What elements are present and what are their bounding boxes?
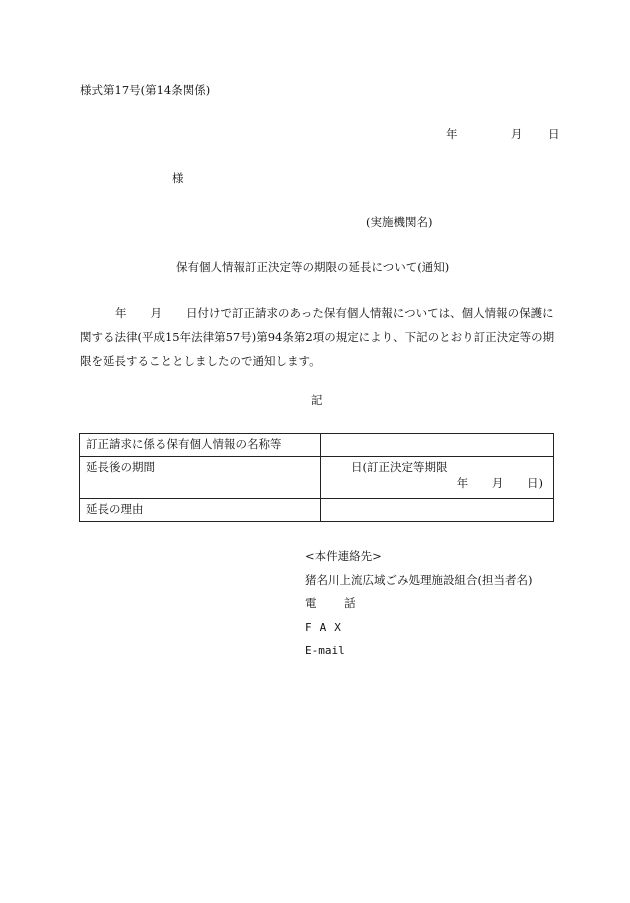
contact-email: E-mail [305, 644, 345, 657]
row-value-period [321, 457, 554, 499]
ki-heading: 記 [311, 393, 323, 407]
body-text: 日付けで訂正請求のあった保有個人情報については、個人情報の保護に関する法律(平成15年法律第57号)第94条第2項の規定により、下記のとおり訂正決定等の期限を延長することとしましたので通知します。 [80, 306, 555, 368]
period-month: 月 [491, 476, 504, 490]
row-label-reason: 延長の理由 [80, 499, 321, 522]
body-year: 年 [115, 306, 127, 320]
row-label-period: 延長後の期間 [80, 457, 321, 499]
contact-block [305, 545, 532, 663]
contact-tel: 電 話 [305, 596, 368, 610]
period-year: 年 [456, 476, 469, 490]
form-number: 様式第17号(第14条関係) [80, 83, 211, 97]
period-day: 日) [527, 476, 543, 490]
addressee-suffix: 様 [172, 171, 184, 185]
table-row [80, 499, 554, 522]
document-title: 保有個人情報訂正決定等の期限の延長について(通知) [176, 260, 450, 274]
agency-name: (実施機関名) [366, 215, 433, 229]
row-value-name [321, 434, 554, 457]
table-row [80, 434, 554, 457]
date-day: 日 [547, 127, 560, 141]
contact-org: 猪名川上流広域ごみ処理施設組合(担当者名) [305, 572, 533, 587]
body-month: 月 [150, 306, 162, 320]
row-label-name: 訂正請求に係る保有個人情報の名称等 [80, 434, 321, 457]
detail-table [79, 433, 554, 522]
table-row [80, 457, 554, 499]
body-paragraph [80, 301, 555, 373]
period-line-1: 日(訂正決定等期限 [351, 460, 448, 474]
contact-header: <本件連絡先> [305, 549, 382, 563]
contact-fax: FAX [305, 620, 349, 634]
date-year: 年 [446, 127, 458, 141]
period-line-2 [327, 475, 547, 491]
date-line [446, 126, 559, 142]
date-month: 月 [510, 127, 523, 141]
row-value-reason [321, 499, 554, 522]
